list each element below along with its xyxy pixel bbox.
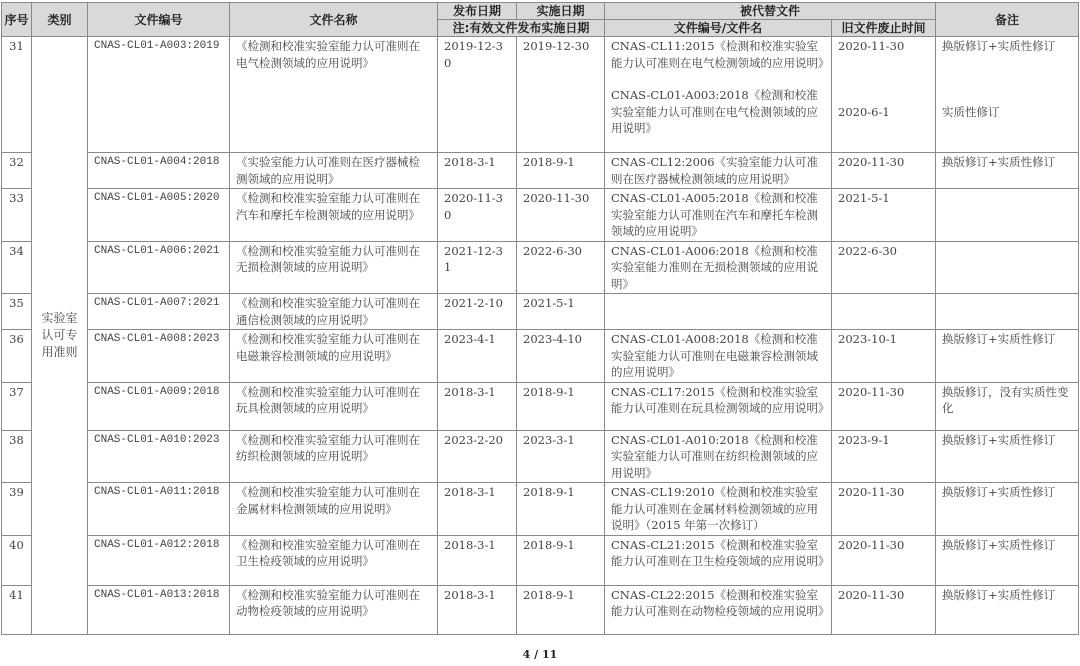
abolish-date-value: 2020-11-30 <box>838 384 905 399</box>
remark <box>936 294 1079 330</box>
effective-date: 2019-12-30 <box>517 37 605 153</box>
doc-name: 《检测和校准实验室能力认可准则在玩具检测领域的应用说明》 <box>230 382 438 430</box>
table-row <box>2 430 1079 483</box>
table-row <box>2 483 1079 536</box>
replaced-doc-name: CNAS-CL01-A005:2018《检测和校准实验室能力认可准则在汽车和摩托车检测领域的应用说明》 <box>611 191 818 238</box>
doc-name: 《检测和校准实验室能力认可准则在电气检测领域的应用说明》 <box>230 37 438 153</box>
doc-number: CNAS-CL01-A005:2020 <box>88 189 230 242</box>
replaced-doc <box>605 37 832 153</box>
publish-date: 2018-3-1 <box>438 382 517 430</box>
abolish-date <box>832 535 936 585</box>
effective-date: 2023-4-10 <box>517 330 605 383</box>
abolish-date-value: 2022-6-30 <box>838 243 897 258</box>
header-replaced: 被代替文件 <box>605 3 936 20</box>
remark-value: 换版修订+实质性修订 <box>942 587 1056 602</box>
remark <box>936 330 1079 383</box>
publish-date: 2019-12-30 <box>438 37 517 153</box>
doc-number: CNAS-CL01-A011:2018 <box>88 483 230 536</box>
effective-date: 2023-3-1 <box>517 430 605 483</box>
doc-name: 《检测和校准实验室能力认可准则在金属材料检测领域的应用说明》 <box>230 483 438 536</box>
abolish-date <box>832 153 936 189</box>
effective-date: 2018-9-1 <box>517 535 605 585</box>
effective-date: 2018-9-1 <box>517 483 605 536</box>
remark-value: 换版修订+实质性修订 <box>942 39 1056 53</box>
abolish-date-value: 2023-10-1 <box>838 332 897 346</box>
replaced-doc-name: CNAS-CL01-A003:2018《检测和校准实验室能力认可准则在电气检测领域的应用说明》 <box>611 88 818 135</box>
document-standards-table <box>1 2 1079 635</box>
abolish-date <box>832 37 936 153</box>
doc-name: 《检测和校准实验室能力认可准则在汽车和摩托车检测领域的应用说明》 <box>230 189 438 242</box>
table-row <box>2 294 1079 330</box>
replaced-doc <box>605 430 832 483</box>
abolish-date-value: 2020-11-30 <box>838 155 905 169</box>
doc-number: CNAS-CL01-A004:2018 <box>88 153 230 189</box>
replaced-doc-name: CNAS-CL12:2006《实验室能力认可准则在医疗器械检测领域的应用说明》 <box>611 155 819 186</box>
header-remarks: 备注 <box>936 3 1079 37</box>
replaced-doc-name: CNAS-CL19:2010《检测和校准实验室能力认可准则在金属材料检测领域的应用说明》（2015 年第一次修订） <box>611 485 819 532</box>
page-number: 4 / 11 <box>522 648 558 661</box>
doc-number: CNAS-CL01-A009:2018 <box>88 382 230 430</box>
table-row <box>2 241 1079 294</box>
doc-name: 《检测和校准实验室能力认可准则在电磁兼容检测领域的应用说明》 <box>230 330 438 383</box>
remark-value: 换版修订+实质性修订 <box>942 432 1056 447</box>
doc-name: 《检测和校准实验室能力认可准则在通信检测领域的应用说明》 <box>230 294 438 330</box>
publish-date: 2021-12-31 <box>438 241 517 294</box>
replaced-doc-name: CNAS-CL01-A008:2018《检测和校准实验室能力认可准则在电磁兼容检测领域的应用说明》 <box>611 332 818 379</box>
effective-date: 2021-5-1 <box>517 294 605 330</box>
replaced-doc <box>605 535 832 585</box>
row-seq: 36 <box>2 330 32 383</box>
replaced-doc <box>605 189 832 242</box>
header-seq: 序号 <box>2 3 32 37</box>
abolish-date-value: 2021-5-1 <box>838 191 890 205</box>
abolish-date-value: 2020-11-30 <box>838 537 905 552</box>
abolish-date <box>832 189 936 242</box>
publish-date: 2018-3-1 <box>438 535 517 585</box>
row-seq: 31 <box>2 37 32 153</box>
replaced-doc <box>605 382 832 430</box>
remark <box>936 483 1079 536</box>
replaced-doc-name: CNAS-CL22:2015《检测和校准实验室能力认可准则在动物检疫领域的应用说明》 <box>611 587 830 618</box>
abolish-date-value: 2020-11-30 <box>838 39 905 53</box>
remark-value: 实质性修订 <box>942 104 1000 119</box>
remark <box>936 37 1079 153</box>
table-row <box>2 535 1079 585</box>
remark-value: 换版修订+实质性修订 <box>942 332 1056 346</box>
row-seq: 33 <box>2 189 32 242</box>
remark-value: 换版修订+实质性修订 <box>942 485 1056 499</box>
table-row <box>2 189 1079 242</box>
row-seq: 35 <box>2 294 32 330</box>
abolish-date <box>832 294 936 330</box>
header-doc-no: 文件编号 <box>88 3 230 37</box>
abolish-date-value: 2020-11-30 <box>838 485 905 499</box>
publish-date: 2018-3-1 <box>438 483 517 536</box>
remark-value: 换版修订，没有实质性变化 <box>942 384 1069 415</box>
remark <box>936 382 1079 430</box>
row-seq: 38 <box>2 430 32 483</box>
abolish-date <box>832 382 936 430</box>
header-replaced-no-name: 文件编号/文件名 <box>605 20 832 37</box>
replaced-doc <box>605 241 832 294</box>
effective-date: 2018-9-1 <box>517 153 605 189</box>
doc-number: CNAS-CL01-A003:2019 <box>88 37 230 153</box>
remark-value: 换版修订+实质性修订 <box>942 537 1056 552</box>
abolish-date-value: 2020-6-1 <box>838 104 890 119</box>
table-row <box>2 330 1079 383</box>
doc-name: 《检测和校准实验室能力认可准则在无损检测领域的应用说明》 <box>230 241 438 294</box>
publish-date: 2020-11-30 <box>438 189 517 242</box>
replaced-doc-name: CNAS-CL01-A006:2018《检测和校准实验室能力准则在无损检测领域的应用说明》 <box>611 243 818 291</box>
publish-date: 2018-3-1 <box>438 153 517 189</box>
replaced-doc <box>605 483 832 536</box>
replaced-doc <box>605 153 832 189</box>
abolish-date <box>832 430 936 483</box>
replaced-doc-name: CNAS-CL11:2015《检测和校准实验室能力认可准则在电气检测领域的应用说明》 <box>611 39 830 70</box>
replaced-doc-name: CNAS-CL21:2015《检测和校准实验室能力认可准则在卫生检疫领域的应用说明》 <box>611 537 830 568</box>
table-row <box>2 585 1079 634</box>
header-effective-date: 实施日期 <box>517 3 605 20</box>
abolish-date-value: 2020-11-30 <box>838 587 905 602</box>
table-row <box>2 382 1079 430</box>
row-seq: 34 <box>2 241 32 294</box>
effective-date: 2018-9-1 <box>517 382 605 430</box>
doc-number: CNAS-CL01-A010:2023 <box>88 430 230 483</box>
replaced-doc <box>605 330 832 383</box>
row-seq: 41 <box>2 585 32 634</box>
replaced-doc <box>605 294 832 330</box>
header-old-abolish: 旧文件废止时间 <box>832 20 936 37</box>
replaced-doc-name: CNAS-CL01-A010:2018《检测和校准实验室能力认可准则在纺织检测领域的应用说明》 <box>611 432 818 480</box>
publish-date: 2018-3-1 <box>438 585 517 634</box>
abolish-date <box>832 330 936 383</box>
doc-name: 《检测和校准实验室能力认可准则在纺织检测领域的应用说明》 <box>230 430 438 483</box>
remark <box>936 535 1079 585</box>
table-row <box>2 153 1079 189</box>
publish-date: 2023-2-20 <box>438 430 517 483</box>
header-doc-name: 文件名称 <box>230 3 438 37</box>
publish-date: 2023-4-1 <box>438 330 517 383</box>
doc-number: CNAS-CL01-A012:2018 <box>88 535 230 585</box>
doc-number: CNAS-CL01-A008:2023 <box>88 330 230 383</box>
abolish-date <box>832 241 936 294</box>
effective-date: 2020-11-30 <box>517 189 605 242</box>
header-date-note: 注:有效文件发布实施日期 <box>438 20 605 37</box>
remark-value: 换版修订+实质性修订 <box>942 155 1056 169</box>
abolish-date-value: 2023-9-1 <box>838 432 890 447</box>
replaced-doc <box>605 585 832 634</box>
remark <box>936 153 1079 189</box>
doc-number: CNAS-CL01-A007:2021 <box>88 294 230 330</box>
doc-name: 《检测和校准实验室能力认可准则在动物检疫领域的应用说明》 <box>230 585 438 634</box>
doc-name: 《实验室能力认可准则在医疗器械检测领域的应用说明》 <box>230 153 438 189</box>
table-body <box>2 37 1079 635</box>
header-category: 类别 <box>32 3 88 37</box>
publish-date: 2021-2-10 <box>438 294 517 330</box>
replaced-doc-name: CNAS-CL17:2015《检测和校准实验室能力认可准则在玩具检测领域的应用说明》 <box>611 384 830 415</box>
doc-name: 《检测和校准实验室能力认可准则在卫生检疫领域的应用说明》 <box>230 535 438 585</box>
row-seq: 32 <box>2 153 32 189</box>
remark <box>936 585 1079 634</box>
effective-date: 2022-6-30 <box>517 241 605 294</box>
abolish-date <box>832 585 936 634</box>
table-row <box>2 37 1079 153</box>
remark <box>936 241 1079 294</box>
header-publish-date: 发布日期 <box>438 3 517 20</box>
row-seq: 40 <box>2 535 32 585</box>
abolish-date <box>832 483 936 536</box>
doc-number: CNAS-CL01-A013:2018 <box>88 585 230 634</box>
row-seq: 37 <box>2 382 32 430</box>
doc-number: CNAS-CL01-A006:2021 <box>88 241 230 294</box>
remark <box>936 189 1079 242</box>
remark <box>936 430 1079 483</box>
effective-date: 2018-9-1 <box>517 585 605 634</box>
row-seq: 39 <box>2 483 32 536</box>
category-cell: 实验室认可专用准则 <box>32 37 88 635</box>
